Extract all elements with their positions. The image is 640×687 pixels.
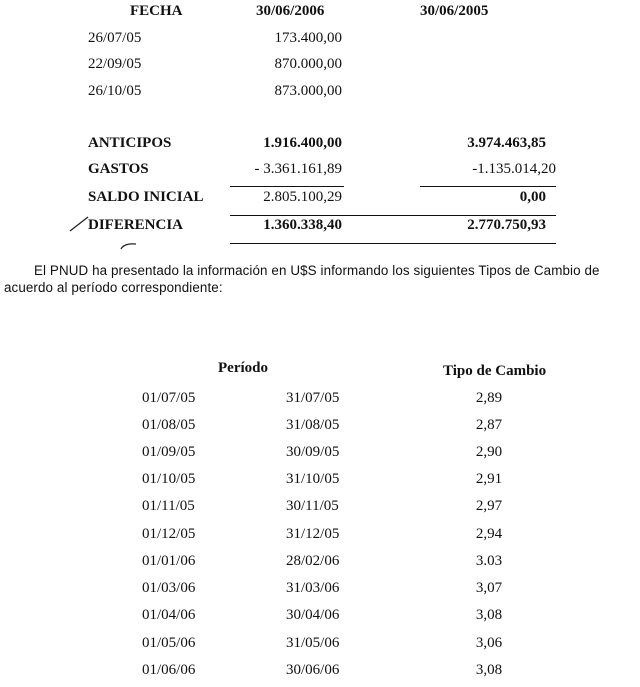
rate-row-4-tipo: 2,91 (475, 471, 503, 487)
rate-row-10-tipo: 3,06 (475, 635, 503, 651)
rate-row-7-hasta: 28/02/06 (286, 553, 340, 569)
rate-row-1-desde: 01/07/05 (142, 390, 196, 406)
rate-row-7-tipo: 3.03 (475, 553, 503, 569)
header-tipo-de-cambio: Tipo de Cambio (443, 363, 547, 379)
gastos-underline-2005 (420, 186, 556, 187)
rate-row-6-hasta: 31/12/05 (286, 526, 340, 542)
gastos-label: GASTOS (88, 161, 149, 177)
diferencia-label: DIFERENCIA (88, 217, 184, 233)
date-row-1-fecha: 26/07/05 (88, 30, 142, 46)
rate-row-4-hasta: 31/10/05 (286, 471, 340, 487)
diferencia-2006: 1.360.338,40 (263, 217, 342, 233)
rate-row-5-hasta: 30/11/05 (286, 498, 339, 514)
rate-row-11-desde: 01/06/06 (142, 662, 196, 678)
rate-row-4-desde: 01/10/05 (142, 471, 196, 487)
header-fecha: FECHA (130, 3, 183, 19)
rate-row-5-tipo: 2,97 (475, 498, 503, 514)
anticipos-2005: 3.974.463,85 (467, 135, 546, 151)
handwritten-stroke (118, 240, 142, 252)
header-periodo: Período (218, 360, 268, 376)
rate-row-1-tipo: 2,89 (475, 390, 503, 406)
rate-row-6-tipo: 2,94 (475, 526, 503, 542)
saldo-inicial-2005: 0,00 (519, 189, 546, 205)
rate-row-3-tipo: 2,90 (475, 444, 503, 460)
rate-row-8-hasta: 31/03/06 (286, 580, 340, 596)
header-30-06-2005: 30/06/2005 (420, 3, 489, 19)
anticipos-label: ANTICIPOS (88, 135, 172, 151)
saldo-inicial-2006: 2.805.100,29 (263, 189, 342, 205)
rate-row-1-hasta: 31/07/05 (286, 390, 340, 406)
date-row-2-fecha: 22/09/05 (88, 56, 142, 72)
anticipos-2006: 1.916.400,00 (263, 135, 342, 151)
gastos-2006: - 3.361.161,89 (254, 161, 342, 177)
rate-row-5-desde: 01/11/05 (142, 498, 195, 514)
rate-row-2-hasta: 31/08/05 (286, 417, 340, 433)
rate-row-10-desde: 01/05/06 (142, 635, 196, 651)
rate-row-2-tipo: 2,87 (475, 417, 503, 433)
exchange-rate-paragraph: El PNUD ha presentado la información en U$S informando los siguientes Tipos de Cambio de acuerdo al período correspondiente: (4, 263, 600, 295)
saldo-inicial-label: SALDO INICIAL (88, 189, 204, 205)
date-row-1-value: 173.400,00 (274, 30, 342, 46)
rate-row-8-tipo: 3,07 (475, 580, 503, 596)
saldo-underline (230, 215, 556, 216)
rate-row-9-desde: 01/04/06 (142, 607, 196, 623)
rate-row-2-desde: 01/08/05 (142, 417, 196, 433)
rate-row-11-tipo: 3,08 (475, 662, 503, 678)
header-30-06-2006: 30/06/2006 (256, 3, 325, 19)
date-row-3-value: 873.000,00 (274, 83, 342, 99)
diferencia-underline (230, 243, 556, 244)
diferencia-2005: 2.770.750,93 (467, 217, 546, 233)
rate-row-8-desde: 01/03/06 (142, 580, 196, 596)
date-row-2-value: 870.000,00 (274, 56, 342, 72)
rate-row-6-desde: 01/12/05 (142, 526, 196, 542)
rate-row-11-hasta: 30/06/06 (286, 662, 340, 678)
rate-row-9-hasta: 30/04/06 (286, 607, 340, 623)
date-row-3-fecha: 26/10/05 (88, 83, 142, 99)
rate-row-3-desde: 01/09/05 (142, 444, 196, 460)
rate-row-10-hasta: 31/05/06 (286, 635, 340, 651)
rate-row-7-desde: 01/01/06 (142, 553, 196, 569)
gastos-2005: -1.135.014,20 (472, 161, 556, 177)
rate-row-3-hasta: 30/09/05 (286, 444, 340, 460)
rate-row-9-tipo: 3,08 (475, 607, 503, 623)
gastos-underline-2006 (230, 186, 344, 187)
